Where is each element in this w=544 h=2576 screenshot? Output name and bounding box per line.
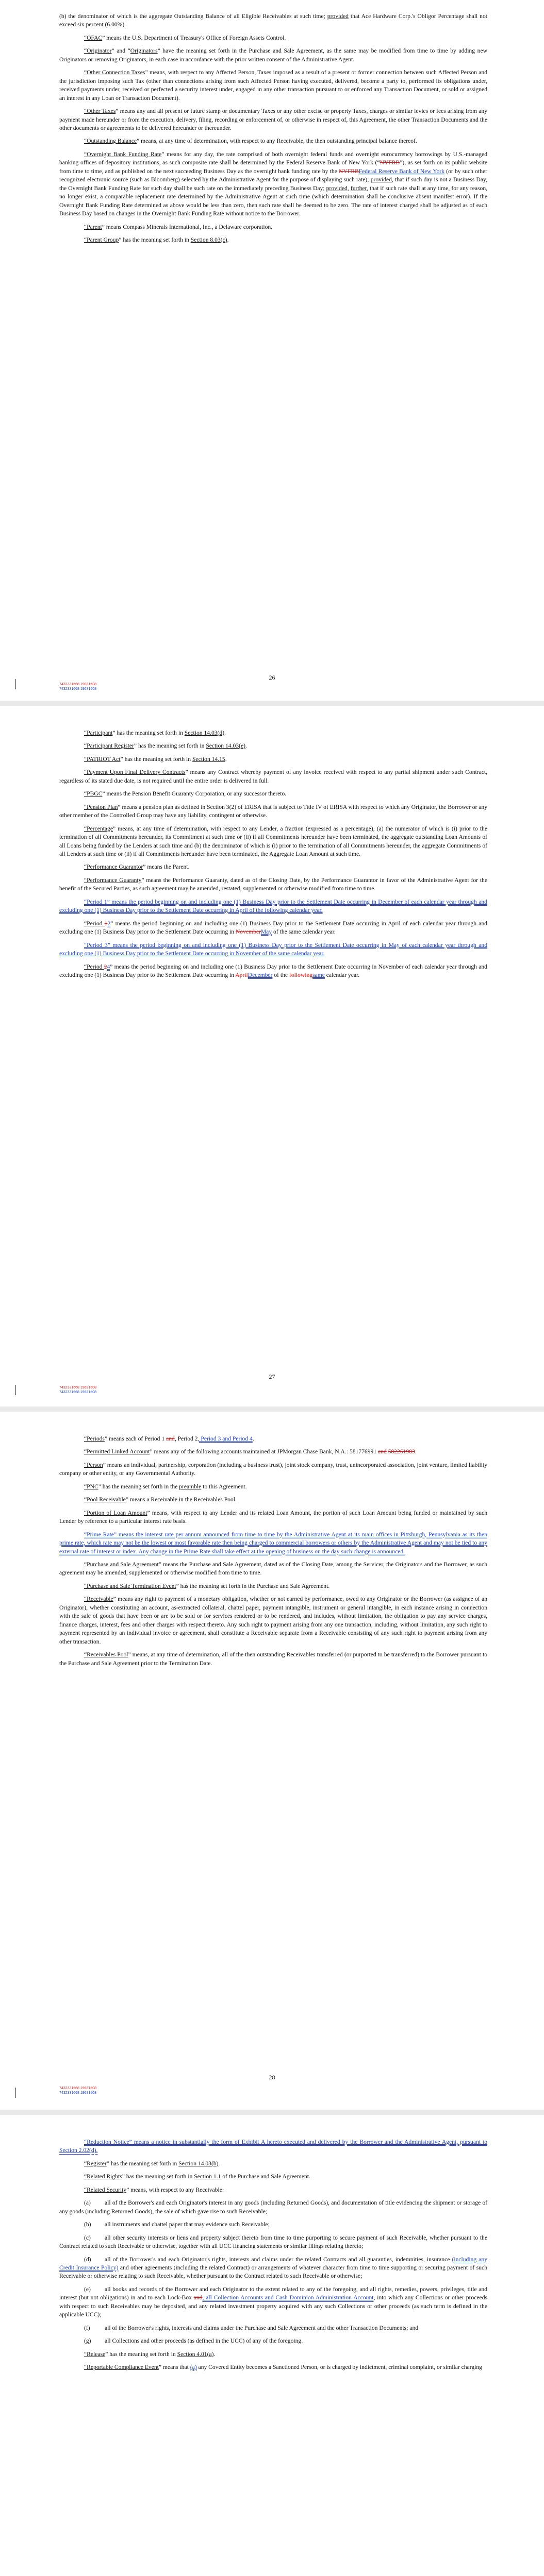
text-run: ” has the meaning set forth in	[112, 730, 185, 736]
text-run: .	[213, 2350, 216, 2358]
defined-term: “Participant	[84, 730, 113, 736]
text-run: ” has the meaning set forth in the Purchase and Sale Agreement.	[176, 1582, 330, 1589]
defined-term: “Related Rights	[84, 2173, 122, 2180]
clause-item	[59, 2337, 487, 2345]
inserted-text: “Period 1	[84, 898, 107, 905]
text-run: ” means, with respect to any Receivable:	[126, 2186, 224, 2193]
page-body	[59, 1435, 487, 1672]
definition-paragraph	[59, 2160, 487, 2168]
text-run: , Period 2	[174, 1435, 198, 1442]
text-run: all of the Borrower's rights, interests and claims under the Purchase and Sale Agreement and the other Transaction Documents; and	[105, 2324, 419, 2331]
text-run: .	[225, 755, 227, 762]
defined-term: Section 14.03(b)	[178, 2160, 219, 2167]
definition-paragraph	[59, 1435, 487, 1443]
text-run: calendar year.	[324, 971, 360, 978]
page-body	[59, 12, 487, 249]
defined-term: Section 1.1	[194, 2173, 221, 2180]
text-run: .	[415, 1448, 417, 1455]
page-gap	[0, 701, 544, 706]
text-run: ” has the meaning set forth in	[122, 2173, 194, 2180]
inserted-text: (a)	[190, 2364, 197, 2371]
document-page	[0, 706, 544, 1406]
defined-term: “Purchase and Sale Termination Event	[84, 1582, 176, 1589]
inserted-text: December	[248, 971, 273, 978]
text-run: to this Agreement.	[201, 1483, 247, 1490]
definition-paragraph	[59, 825, 487, 859]
text-run: ” means, with respect to any Lender and its related Loan Amount, the portion of such Loan Amount being funded or maintained by such Lender by reference to a particular interest rate basis.	[59, 1509, 487, 1525]
definition-paragraph	[59, 236, 487, 244]
change-bar	[15, 1385, 16, 1395]
definition-paragraph	[59, 107, 487, 132]
clause-label: (d)	[84, 2256, 91, 2263]
text-run: ” means the period beginning on and including one (1) Business Day prior to the Settlement Date occurring in November of each calendar year through and excluding one (1) Business Day prior to the Settlement Date occurring in	[59, 963, 487, 978]
text-run: .	[245, 742, 247, 750]
definition-paragraph	[59, 69, 487, 103]
defined-term: “Receivable	[84, 1596, 113, 1603]
clause-label: (g)	[84, 2337, 91, 2345]
text-run: all other security interests or liens and property subject thereto from time to time purporting to secure payment of such Receivable, whether pursuant to the Contract related to such Receivable or otherwise, together with all UCC financing statements or similar filings relating thereto;	[59, 2234, 487, 2250]
definition-paragraph	[59, 2350, 487, 2359]
defined-term: provided	[326, 184, 348, 192]
defined-term: Section 8.03(c)	[190, 236, 227, 243]
defined-term: “Originator	[84, 47, 112, 55]
text-run: ” means an individual, partnership, corporation (including a business trust), joint stock company, trust, unincorporated association, joint venture, limited liability company or other entity, or any Governmental Authority.	[59, 1461, 487, 1477]
definition-paragraph	[59, 1509, 487, 1526]
definition-paragraph	[59, 150, 487, 218]
inserted-text: ” means the interest rate per annum announced from time to time by the Administrative Agent at its main offices in Pittsburgh, Pennsylvania as its then prime rate, which rate may not be the lowest or most favorable rate then being charged to commercial borrowers or others by the Administrative Agent and may not be tied to any external rate of interest or index. Any change in the Prime Rate shall take effect at the opening of business on the day such change is announced.	[59, 1531, 487, 1555]
defined-term: “Release	[84, 2350, 106, 2358]
text-run: ” has the meaning set forth in	[120, 755, 192, 762]
deleted-text: following	[289, 971, 313, 978]
inserted-text: 2	[107, 920, 111, 927]
definition-paragraph	[59, 1483, 487, 1491]
page-gap	[0, 2110, 544, 2115]
document-page	[0, 2115, 544, 2576]
text-run: .	[252, 1435, 254, 1442]
text-run: ” means a pension plan as defined in Section 3(2) of ERISA that is subject to Title IV of ERISA with respect to which any Originator, the Borrower or any other member of the Controlled Group may have any liability, contingent or otherwise.	[59, 803, 488, 819]
definition-paragraph	[59, 1461, 487, 1478]
footer-docid: 7432331668 19631608	[59, 687, 97, 691]
text-run: , that if such day is not a Business Day, the Overnight Bank Funding Rate for such day shall be such rate on the immediately preceding Business Day;	[59, 176, 488, 192]
definition-paragraph	[59, 790, 487, 798]
text-run: ” means the Pension Benefit Guaranty Corporation, or any successor thereto.	[102, 790, 287, 798]
text-run: any Covered Entity becomes a Sanctioned Person, or is charged by indictment, criminal complaint, or similar charging	[196, 2364, 482, 2371]
text-run: , that if such rate shall at any time, for any reason, no longer exist, a comparable replacement rate determined by the Administrative Agent at such time (which determination shall be conclusive absent manifest error). If the Overnight Bank Funding Rate determined as above would be less than zero, then such rate shall be deemed to be zero. The rate of interest charged shall be adjusted as of each Business Day based on changes in the Overnight Bank Funding Rate without notice to the Borrower.	[59, 184, 488, 217]
text-run: ” means, at any time of determination, all of the then outstanding Receivables transferred (or purported to be transferred) to the Borrower pursuant to the Purchase and Sale Agreement prior to the Termination Date.	[59, 1651, 487, 1667]
defined-term: “Percentage	[84, 825, 113, 832]
defined-term: “Participant Register	[84, 742, 134, 750]
text-run: .	[218, 2160, 220, 2167]
text-run: all Collections and other proceeds (as defined in the UCC) of any of the foregoing.	[105, 2337, 303, 2345]
page-number: 27	[269, 1373, 275, 1380]
page-body	[59, 2138, 487, 2377]
defined-term: “Period	[84, 920, 105, 927]
definition-paragraph	[59, 742, 487, 750]
defined-term: “Period	[84, 963, 104, 970]
definition-paragraph	[59, 1595, 487, 1646]
definition-paragraph	[59, 137, 487, 145]
text-run: ” has the meaning set forth in the	[98, 1483, 179, 1490]
deleted-text: April	[235, 971, 248, 978]
text-run: ” means any Contract whereby payment of any invoice received with respect to any partial shipment under such Contract, regardless of its stated due date, is not required until the entire order is delivered in full.	[59, 769, 487, 784]
text-run: .	[227, 236, 229, 243]
defined-term: Section 14.03(d)	[184, 730, 225, 736]
text-run: ” means any of the following accounts maintained at JPMorgan Chase Bank, N.A.: 581776991	[150, 1448, 378, 1455]
defined-term: “Parent	[84, 223, 102, 230]
definition-paragraph	[59, 941, 487, 958]
inserted-text: “Period 3” means the period beginning on and including one (1) Business Day prior to the Settlement Date occurring in May of each calendar year through and excluding one (1) Business Day prior to the Settlement Date occurring in November of the same calendar year.	[59, 941, 487, 957]
text-run: ” means the U.S. Department of Treasury's Office of Foreign Assets Control.	[102, 34, 286, 41]
defined-term: “Overnight Bank Funding Rate	[84, 150, 162, 158]
text-run: ” means each of Period 1	[104, 1435, 167, 1442]
text-run: (or by such other recognized electronic source (such as Bloomberg) selected by the Administrative Agent for the purpose of displaying such rate);	[59, 167, 487, 183]
clause-label: (c)	[84, 2234, 91, 2241]
text-run: ” means the Parent.	[143, 863, 190, 871]
definition-paragraph	[59, 755, 487, 764]
defined-term: further	[350, 184, 367, 192]
text-run: ” means, at any time of determination, with respect to any Receivable, the then outstanding principal balance thereof.	[137, 138, 417, 145]
page-body	[59, 729, 487, 984]
inserted-text: May	[260, 928, 272, 936]
text-run: (b) the denominator of which is the aggregate Outstanding Balance of all Eligible Receivables at such time;	[59, 13, 327, 20]
defined-term: preamble	[179, 1483, 202, 1490]
defined-term: “Performance Guaranty	[84, 876, 142, 884]
text-run: ” and “	[111, 47, 130, 55]
text-run: of the same calendar year.	[272, 928, 336, 936]
clause-label: (a)	[84, 2199, 91, 2207]
text-run: ” means the Purchase and Sale Agreement, dated as of the Closing Date, among the Servicer, the Originators and the Borrower, as such agreement may be amended, supplemented or otherwise modified from time to time.	[59, 1561, 487, 1577]
clause-item	[59, 2221, 487, 2229]
text-run: all of the Borrower's and each Originator's interest in any goods (including Returned Goods), and documentation of title evidencing the shipment or storage of any goods (including Returned Goods), the sale of which gave rise to such Receivable;	[59, 2199, 487, 2215]
definition-paragraph	[59, 729, 487, 737]
defined-term: “Register	[84, 2160, 107, 2167]
text-run: ” means Compass Minerals International, Inc., a Delaware corporation.	[102, 223, 273, 230]
defined-term: “Pool Receivable	[84, 1496, 126, 1503]
defined-term: “Payment Upon Final Delivery Contracts	[84, 769, 186, 776]
text-run: ” means that	[158, 2364, 190, 2371]
definition-paragraph	[59, 1448, 487, 1456]
deleted-text: November	[235, 928, 261, 936]
text-run: ” means the period beginning on and including one (1) Business Day prior to the Settlement Date occurring in April of each calendar year through and excluding one (1) Business Day prior to the Settlement Date occurring in	[59, 920, 487, 936]
text-run: ” means any right to payment of a monetary obligation, whether or not earned by performance, owed to any Originator or the Borrower (as assignee of an Originator), whether constituting an account, as-extracted collateral, chattel paper, payment intangible, instrument or general intangible, in each instance arising in connection with the sale of goods that have been or are to be sold or for services rendered or to be rendered, and includes, without limitation, the obligation to pay any service charges, finance charges, interest, fees and other charges with respect thereto. Any such right to payment arising from any one transaction, including, without limitation, any such right to payment represented by an individual invoice or agreement, shall constitute a Receivable separate from a Receivable consisting of any such right to payment arising from any other transaction.	[59, 1596, 487, 1645]
clause-item	[59, 2234, 487, 2251]
text-run: ” has the meaning set forth in	[134, 742, 206, 750]
defined-term: “Other Taxes	[84, 108, 116, 115]
text-run: all instruments and chattel paper that may evidence such Receivable;	[105, 2221, 270, 2228]
definition-paragraph	[59, 803, 487, 820]
definition-paragraph	[59, 920, 487, 937]
clause-item	[59, 2256, 487, 2281]
defined-term: Originators	[130, 47, 158, 55]
text-run: ”), as set forth on its public website from time to time, and as published on the next succeeding Business Day as the overnight bank funding rate by the	[59, 159, 487, 175]
inserted-text: (including any Credit Insurance Policy)	[59, 2256, 487, 2271]
inserted-text: , all Collection Accounts and Cash Dominion Administration Account	[202, 2294, 374, 2301]
text-run: ” means for any day, the rate comprised of both overnight federal funds and overnight eurocurrency borrowings by U.S.-managed banking offices of depository institutions, as such composite rate shall be determined by the Federal Reserve Bank of New York (“	[59, 150, 487, 166]
defined-term: “Other Connection Taxes	[84, 69, 145, 76]
defined-term: “Parent Group	[84, 236, 119, 243]
definition-paragraph	[59, 963, 487, 980]
definition-paragraph	[59, 12, 487, 29]
doc-footer	[59, 2087, 96, 2096]
definition-paragraph	[59, 1651, 487, 1668]
deleted-text: and	[378, 1448, 387, 1455]
inserted-text: , Period 3 and Period 4	[197, 1435, 253, 1442]
definition-paragraph	[59, 2138, 487, 2155]
defined-term: “Periods	[84, 1435, 105, 1442]
definition-paragraph	[59, 2363, 487, 2371]
defined-term: “PBGC	[84, 790, 103, 798]
defined-term: “PNC	[84, 1483, 98, 1490]
deleted-text: and	[166, 1435, 175, 1442]
footer-docid: 7432331668 19631608	[59, 683, 97, 686]
text-run: , into which any Collections or other proceeds with respect to such Receivables may be deposited, and any related investment property acquired with any such Collections or other proceeds (as such term is defined in the applicable UCC);	[59, 2294, 487, 2318]
clause-item	[59, 2285, 487, 2319]
definition-paragraph	[59, 768, 487, 785]
defined-term: “Person	[84, 1461, 103, 1468]
deleted-text: and	[193, 2294, 203, 2301]
definition-paragraph	[59, 2186, 487, 2194]
defined-term: “Related Security	[84, 2186, 127, 2193]
text-run: ” means the Performance Guaranty, dated as of the Closing Date, by the Performance Guarantor in favor of the Administrative Agent for the benefit of the Secured Parties, as such agreement may be amended, restated, supplemented or otherwise modified from time to time.	[59, 876, 487, 892]
footer-docid: 7432331668 19631608	[59, 2091, 97, 2095]
text-run: ” means, at any time of determination, with respect to any Lender, a fraction (expressed as a percentage), (a) the numerator of which is (i) prior to the termination of all Commitments hereunder, its Commitment at such time or (ii) if all Commitments hereunder have been terminated, the aggregate outstanding Loan Amounts of all Loans being funded by the Lenders at such time and (b) the denominator of which is (i) prior to the termination of all Commitments hereunder, the aggregate Commitments of all Lenders at such time or (ii) if all Commitments hereunder have been terminated, the Aggregate Loan Amount at such time.	[59, 825, 487, 857]
inserted-text: “Prime Rate	[84, 1531, 114, 1538]
definition-paragraph	[59, 34, 487, 42]
text-run: of the Purchase and Sale Agreement.	[221, 2173, 310, 2180]
defined-term: “Receivables Pool	[84, 1651, 128, 1658]
definition-paragraph	[59, 863, 487, 871]
footer-docid: 7432331668 19631608	[59, 2087, 97, 2090]
defined-term: “Outstanding Balance	[84, 138, 137, 145]
defined-term: “Portion of Loan Amount	[84, 1509, 147, 1516]
document-page	[0, 0, 544, 701]
defined-term: “Performance Guarantor	[84, 863, 143, 871]
defined-term: “Reportable Compliance Event	[84, 2364, 159, 2371]
defined-term: “Pension Plan	[84, 803, 118, 810]
clause-label: (f)	[84, 2324, 90, 2331]
definition-paragraph	[59, 898, 487, 915]
inserted-text: ” means the period beginning on and including one (1) Business Day prior to the Settlement Date occurring in December of each calendar year through and excluding one (1) Business Day prior to the Settlement Date occurring in April of the following calendar year.	[59, 898, 487, 914]
definition-paragraph	[59, 876, 487, 893]
deleted-text: 2	[104, 963, 107, 970]
change-bar	[15, 2088, 16, 2098]
page-number: 26	[269, 674, 275, 681]
definition-paragraph	[59, 1561, 487, 1578]
clause-item	[59, 2324, 487, 2332]
defined-term: Section 4.01(a)	[177, 2350, 214, 2358]
text-run: and other agreements (including the related Contract) or arrangements of whatever character from time to time supporting or securing payment of such Receivable or otherwise relating to such Receivable, whether pursuant to the Contract related to such Receivable or otherwise;	[59, 2264, 487, 2280]
defined-term: “PATRIOT Act	[84, 755, 121, 762]
definition-paragraph	[59, 1496, 487, 1504]
text-run: that Ace Hardware Corp.'s Obligor Percentage shall not exceed six percent (6.00%).	[59, 13, 487, 28]
document-page	[0, 1412, 544, 2110]
text-run: all of the Borrower's and each Originator's rights, interests and claims under the related Contracts and all guaranties, indemnities, insurance	[105, 2256, 452, 2263]
defined-term: “Permitted Linked Account	[84, 1448, 150, 1455]
definition-paragraph	[59, 47, 487, 64]
clause-item	[59, 2199, 487, 2216]
text-run: ” have the meaning set forth in the Purchase and Sale Agreement, as the same may be modified from time to time by adding new Originators or removing Originators, in each case in accordance with the prior written consent of the Administrative Agent.	[59, 47, 487, 63]
doc-footer	[59, 1386, 96, 1395]
text-run: of the	[272, 971, 289, 978]
page-gap	[0, 1406, 544, 1412]
text-run: ,	[347, 184, 351, 192]
defined-term: “OFAC	[84, 34, 103, 41]
definition-paragraph	[59, 223, 487, 231]
defined-term: Section 14.03(e)	[206, 742, 245, 750]
deleted-text: NYFRB	[339, 167, 359, 175]
defined-term: “Purchase and Sale Agreement	[84, 1561, 159, 1568]
text-run: ” has the meaning set forth in	[119, 236, 191, 243]
clause-label: (b)	[84, 2221, 91, 2228]
text-run: ” means any and all present or future stamp or documentary Taxes or any other excise or property Taxes, charges or similar levies or fees arising from any payment made hereunder or from the execution, delivery, filing, recording or enforcement of, or otherwise in respect of, this Agreement, the other Transaction Documents and the other documents or agreements to be delivered hereunder or thereunder.	[59, 108, 487, 131]
text-run: ” means a Receivable in the Receivables Pool.	[125, 1496, 237, 1503]
text-run: all books and records of the Borrower and each Originator to the extent related to any of the foregoing, and all rights, remedies, powers, privileges, title and interest (but not obligations) in and to each Lock-Box	[59, 2285, 487, 2301]
doc-footer	[59, 683, 96, 692]
inserted-text: same	[312, 971, 325, 978]
defined-term: Section 14.15	[192, 755, 225, 762]
deleted-text: NYFRB	[380, 159, 400, 166]
inserted-text: 4	[107, 963, 110, 970]
text-run: ” has the meaning set forth in	[106, 2160, 179, 2167]
text-run: .	[224, 730, 226, 736]
definition-paragraph	[59, 1582, 487, 1590]
footer-docid: 7432331668 19631608	[59, 1386, 97, 1389]
deleted-text: 1	[104, 920, 108, 927]
defined-term: provided	[327, 13, 349, 20]
clause-label: (e)	[84, 2285, 91, 2293]
definition-paragraph	[59, 1531, 487, 1556]
inserted-text: Federal Reserve Bank of New York	[358, 167, 445, 175]
inserted-text: “Reduction Notice” means a notice in substantially the form of Exhibit A hereto executed and delivered by the Borrower and the Administrative Agent, pursuant to Section 2.02(d).	[59, 2139, 487, 2154]
definition-paragraph	[59, 2173, 487, 2181]
defined-term: provided	[370, 176, 392, 183]
text-run: ” means, with respect to any Affected Person, Taxes imposed as a result of a present or former connection between such Affected Person and the jurisdiction imposing such Tax (other than connections arising from such Affected Person having executed, delivered, become a party to, performed its obligations under, received payments under, received or perfected a security interest under, engaged in any other transaction pursuant to or enforced any Transaction Document, or sold or assigned an interest in any Loan or Transaction Document).	[59, 69, 487, 101]
footer-docid: 7432331668 19631608	[59, 1390, 97, 1394]
page-number: 28	[269, 2074, 275, 2081]
deleted-text: 582261983	[388, 1448, 415, 1455]
text-run: ” has the meaning set forth in	[105, 2350, 177, 2358]
